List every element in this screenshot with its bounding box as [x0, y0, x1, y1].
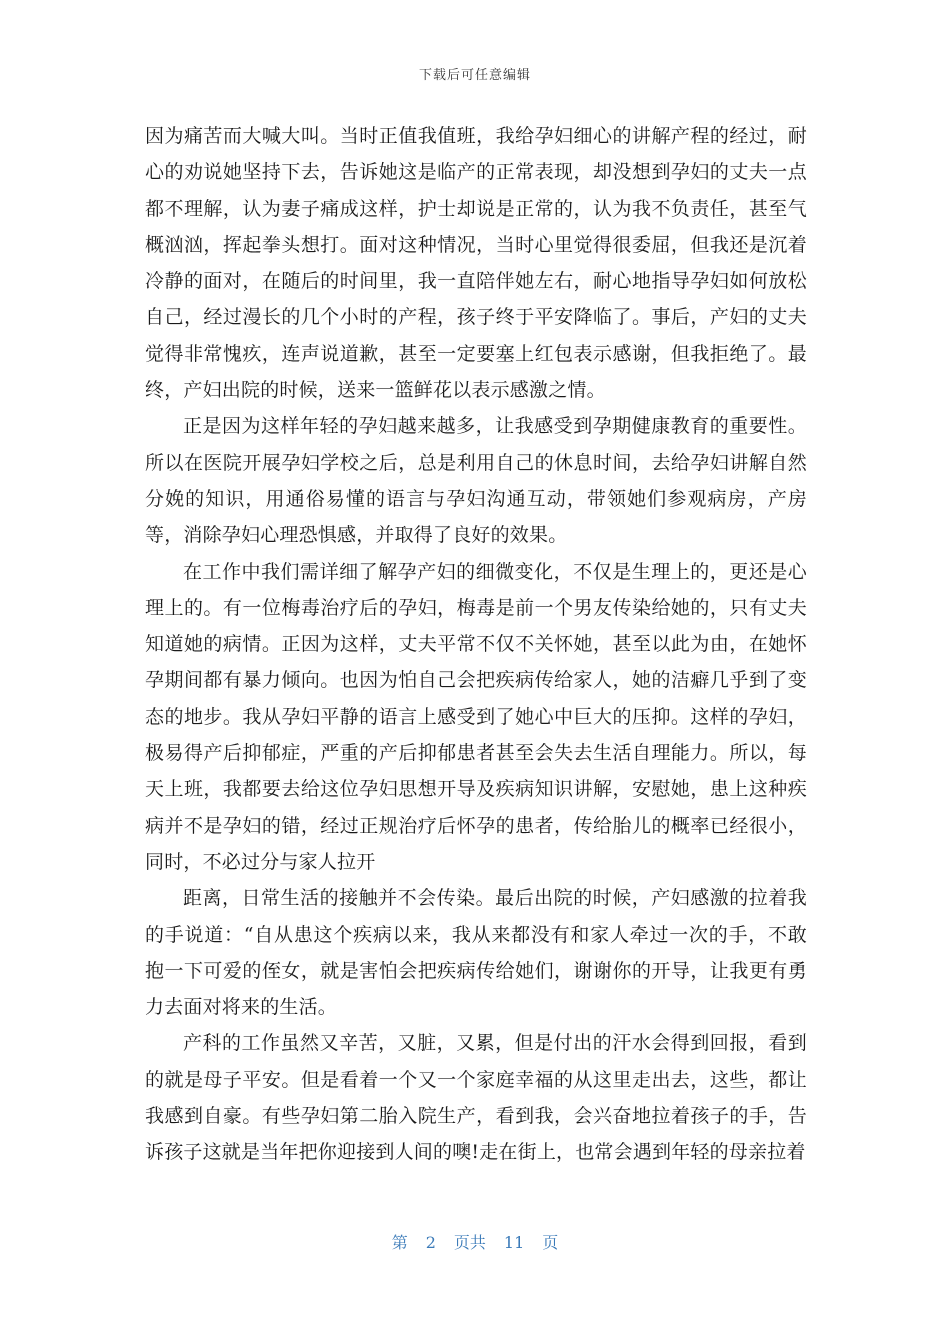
document-body — [145, 118, 807, 1171]
page-label-post: 页 — [542, 1233, 559, 1252]
total-page-count: 11 — [503, 1233, 525, 1252]
current-page-number: 2 — [425, 1233, 436, 1252]
page-footer — [0, 1230, 950, 1253]
paragraph-1: 因为痛苦而大喊大叫。当时正值我值班，我给孕妇细心的讲解产程的经过，耐心的劝说她坚持下去，告诉她这是临产的正常表现，却没想到孕妇的丈夫一点都不理解，认为妻子痛成这样，护士却说是正常的，认为我不负责任，甚至气概汹汹，挥起拳头想打。面对这种情况，当时心里觉得很委屈，但我还是沉着冷静的面对，在随后的时间里，我一直陪伴她左右，耐心地指导孕妇如何放松自己，经过漫长的几个小时的产程，孩子终于平安降临了。事后，产妇的丈夫觉得非常愧疚，连声说道歉，甚至一定要塞上红包表示感谢，但我拒绝了。最终，产妇出院的时候，送来一篮鲜花以表示感激之情。 — [145, 125, 807, 402]
page-label-pre: 第 — [391, 1233, 408, 1252]
paragraph-5: 产科的工作虽然又辛苦，又脏，又累，但是付出的汗水会得到回报，看到的就是母子平安。但是看着一个又一个家庭幸福的从这里走出去，这些，都让我感到自豪。有些孕妇第二胎入院生产，看到我，会兴奋地拉着孩子的手，告诉孩子这就是当年把你迎接到人间的噢!走在街上，也常会遇到年轻的母亲拉着 — [145, 1032, 807, 1164]
page-header: 下载后可任意编辑 — [418, 68, 531, 83]
paragraph-3: 在工作中我们需详细了解孕产妇的细微变化，不仅是生理上的，更还是心理上的。有一位梅毒治疗后的孕妇，梅毒是前一个男友传染给她的，只有丈夫知道她的病情。正因为这样，丈夫平常不仅不关怀她，甚至以此为由，在她怀孕期间都有暴力倾向。也因为怕自己会把疾病传给家人，她的洁癖几乎到了变态的地步。我从孕妇平静的语言上感受到了她心中巨大的压抑。这样的孕妇，极易得产后抑郁症，严重的产后抑郁患者甚至会失去生活自理能力。所以，每天上班，我都要去给这位孕妇思想开导及疾病知识讲解，安慰她，患上这种疾病并不是孕妇的错，经过正规治疗后怀孕的患者，传给胎儿的概率已经很小，同时，不必过分与家人拉开 — [145, 560, 807, 873]
paragraph-2: 正是因为这样年轻的孕妇越来越多，让我感受到孕期健康教育的重要性。所以在医院开展孕妇学校之后，总是利用自己的休息时间，去给孕妇讲解自然分娩的知识，用通俗易懂的语言与孕妇沟通互动，带领她们参观病房，产房等，消除孕妇心理恐惧感，并取得了良好的效果。 — [145, 415, 807, 547]
paragraph-4: 距离，日常生活的接触并不会传染。最后出院的时候，产妇感激的拉着我的手说道：“自从患这个疾病以来，我从来都没有和家人牵过一次的手，不敢抱一下可爱的侄女，就是害怕会把疾病传给她们，谢谢你的开导，让我更有勇力去面对将来的生活。 — [145, 887, 807, 1019]
page-label-mid: 页共 — [453, 1233, 486, 1252]
